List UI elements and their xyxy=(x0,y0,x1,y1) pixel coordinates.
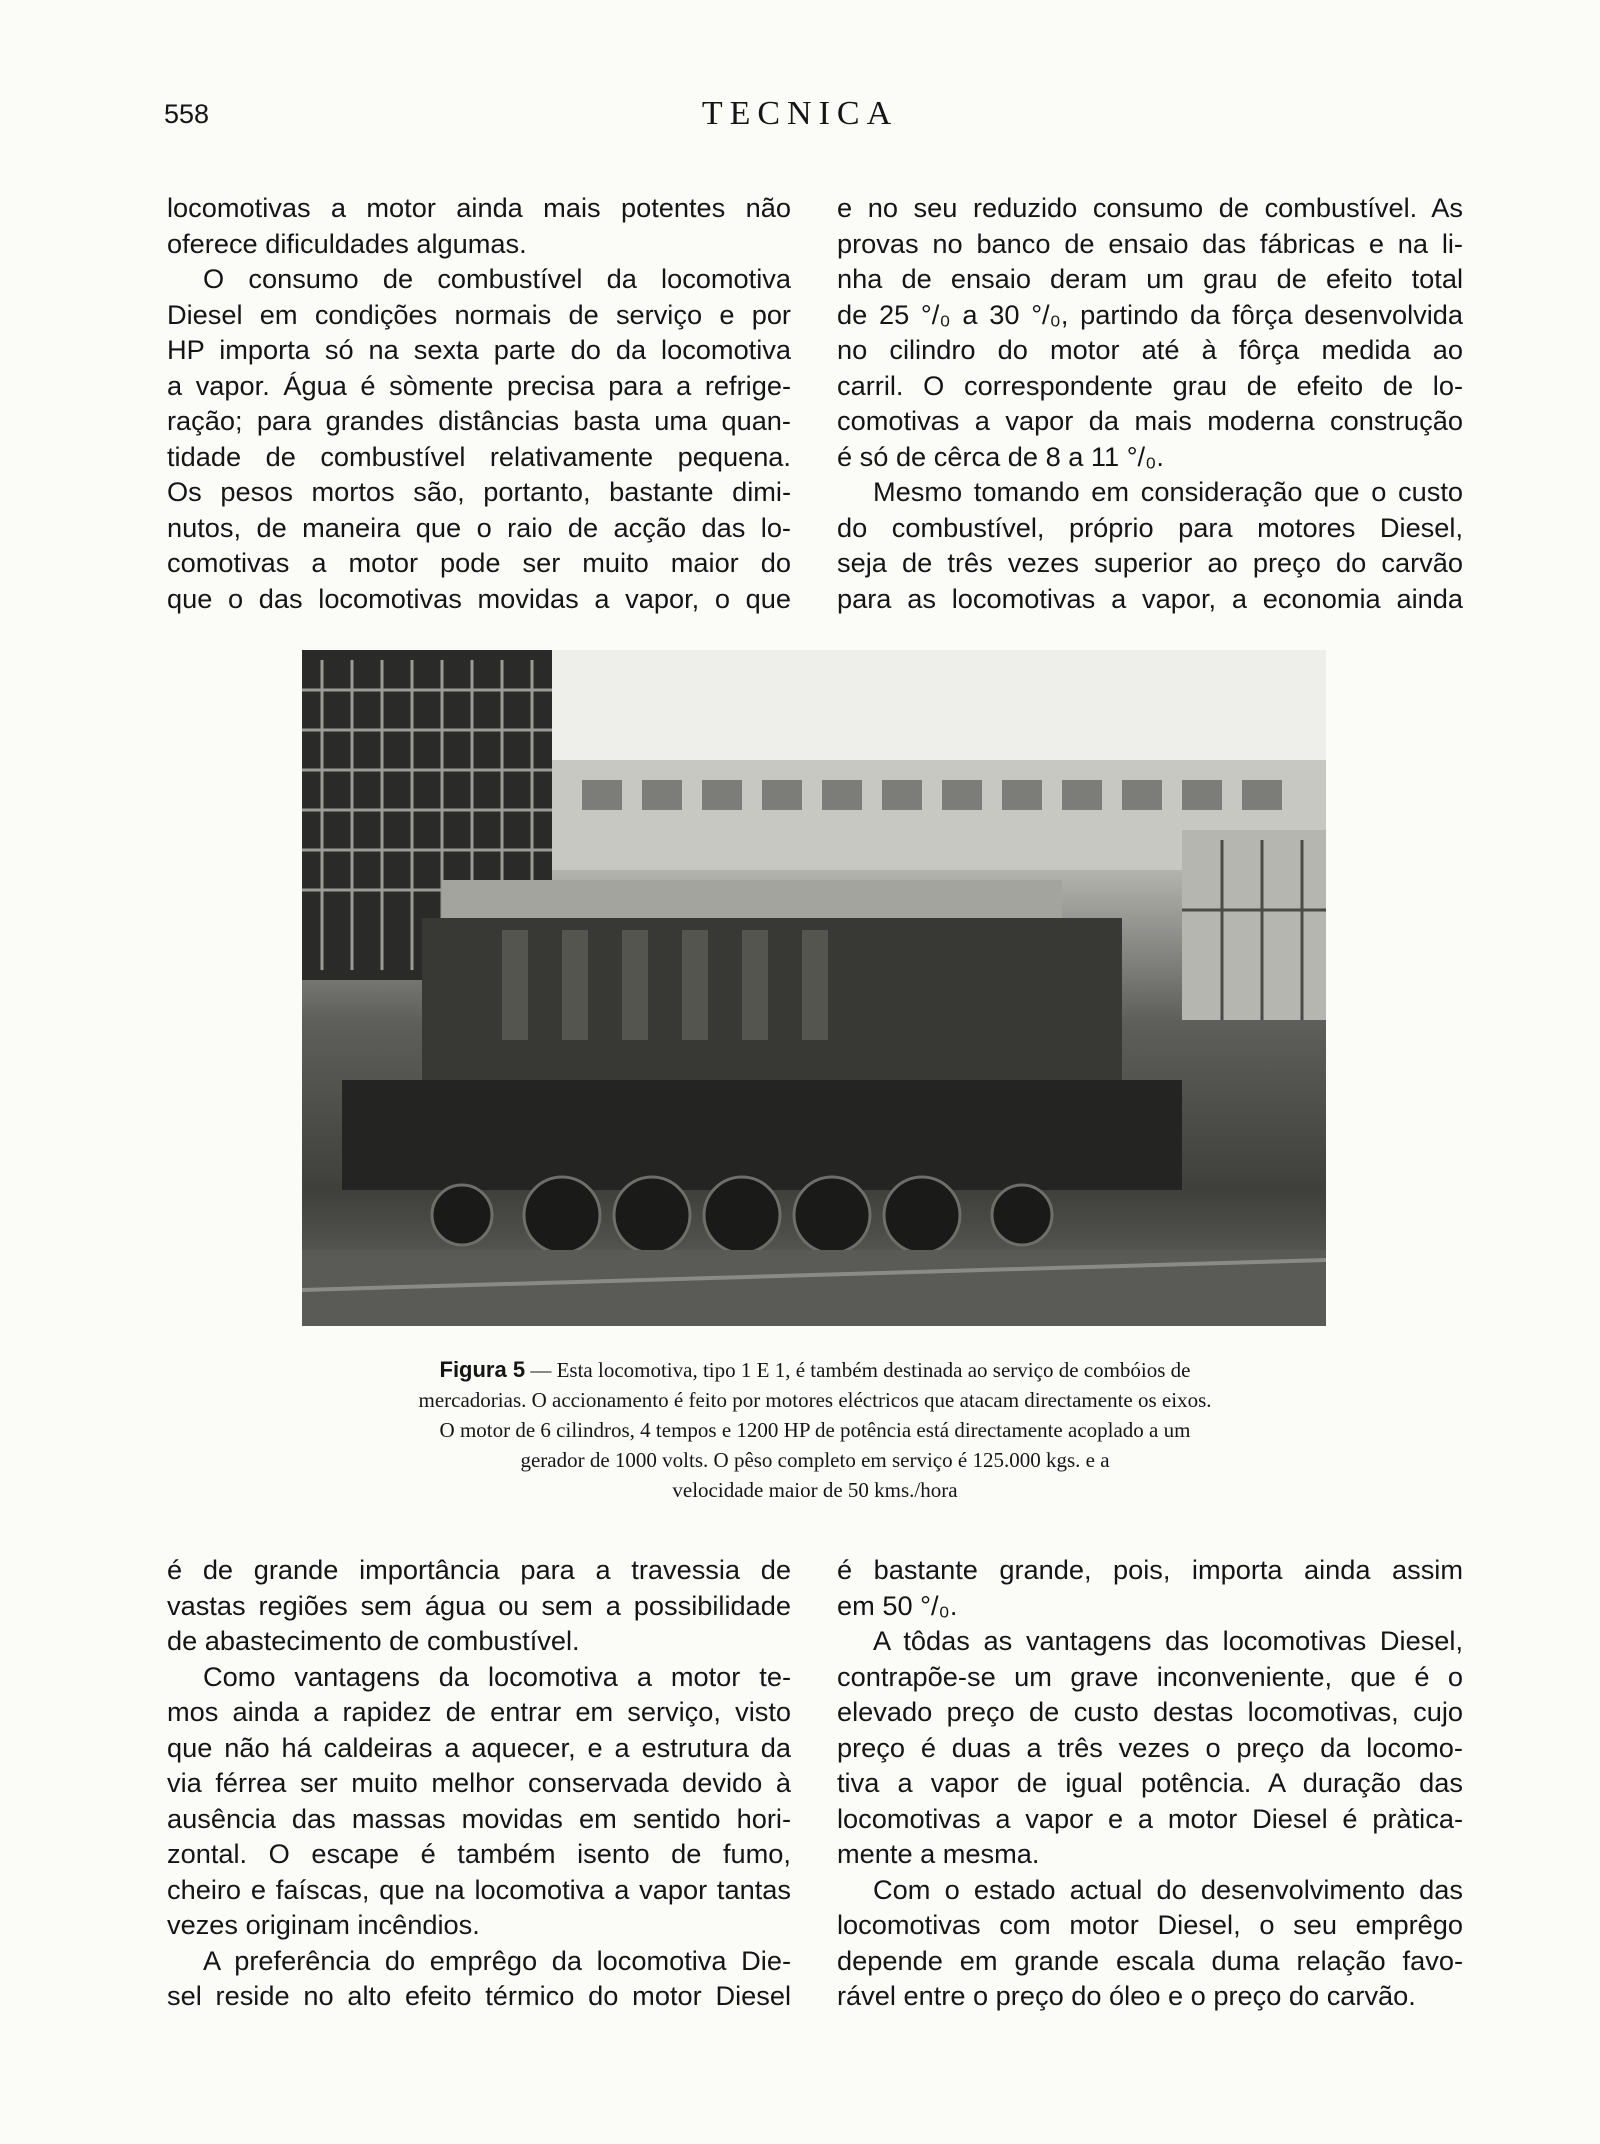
text-line: vastas regiões sem água ou sem a possibilidade xyxy=(167,1589,791,1621)
text-line: O consumo de combustível da locomotiva xyxy=(203,263,791,294)
text-line: para as locomotivas a vapor, a economia ainda xyxy=(837,582,1463,614)
text-line: cheiro e faíscas, que na locomotiva a vapor tantas xyxy=(167,1873,791,1905)
text-line: nha de ensaio deram um grau de efeito total xyxy=(837,263,1463,294)
text-column-top-left xyxy=(167,190,791,616)
page-header xyxy=(0,95,1600,135)
text-line: preço é duas a três vezes o preço da locomo- xyxy=(837,1731,1463,1763)
text-line: locomotivas a motor ainda mais potentes não xyxy=(167,192,791,223)
text-line: de 25 °/₀ a 30 °/₀, partindo da fôrça desenvolvida xyxy=(837,298,1463,330)
text-line: Como vantagens da locomotiva a motor te- xyxy=(203,1660,791,1692)
text-line: via férrea ser muito melhor conservada devido à xyxy=(167,1767,791,1798)
caption-line: — Esta locomotiva, tipo 1 E 1, é também destinada ao serviço de combóios de xyxy=(530,1358,1191,1382)
text-line: carril. O correspondente grau de efeito de lo- xyxy=(837,369,1463,401)
text-line: é de grande importância para a travessia de xyxy=(167,1554,791,1585)
text-column-bottom-left xyxy=(167,1552,791,2014)
text-line: comotivas a vapor da mais moderna construção xyxy=(837,405,1463,436)
figure-label: Figura 5 xyxy=(439,1357,526,1382)
text-line: A preferência do emprêgo da locomotiva Die- xyxy=(203,1944,791,1976)
text-line: sel reside no alto efeito térmico do motor Diesel xyxy=(167,1980,791,2011)
text-line: a vapor. Água é sòmente precisa para a refrige- xyxy=(167,369,791,401)
text-line: mente a mesma. xyxy=(837,1838,1040,1869)
text-line: locomotivas a vapor e a motor Diesel é pràtica- xyxy=(837,1802,1463,1834)
text-line: depende em grande escala duma relação favo- xyxy=(837,1944,1463,1976)
text-line: elevado preço de custo destas locomotivas, cujo xyxy=(837,1696,1463,1727)
text-line: rável entre o preço do óleo e o preço do carvão. xyxy=(837,1980,1416,2011)
caption-line: gerador de 1000 volts. O pêso completo em serviço é 125.000 kgs. e a xyxy=(520,1448,1110,1472)
text-line: HP importa só na sexta parte do da locomotiva xyxy=(167,334,791,365)
journal-title: TECNICA xyxy=(701,95,899,132)
text-line: tidade de combustível relativamente pequena. xyxy=(167,440,791,472)
caption-line: velocidade maior de 50 kms./hora xyxy=(672,1478,958,1502)
text-line: Os pesos mortos são, portanto, bastante dimi- xyxy=(167,476,791,507)
text-line: tiva a vapor de igual potência. A duração das xyxy=(837,1767,1463,1798)
text-line: comotivas a motor pode ser muito maior do xyxy=(167,547,791,578)
text-line: e no seu reduzido consumo de combustível. As xyxy=(837,192,1463,223)
text-line: em 50 °/₀. xyxy=(837,1589,958,1621)
text-line: ausência das massas movidas em sentido hori- xyxy=(167,1802,791,1834)
text-line: ração; para grandes distâncias basta uma quan- xyxy=(167,405,791,436)
text-line: no cilindro do motor até à fôrça medida ao xyxy=(837,334,1463,365)
text-line: oferece dificuldades algumas. xyxy=(167,227,527,259)
text-line: locomotivas com motor Diesel, o seu emprêgo xyxy=(837,1909,1463,1940)
text-line: do combustível, próprio para motores Diesel, xyxy=(837,511,1463,543)
text-line: seja de três vezes superior ao preço do carvão xyxy=(837,547,1463,578)
text-column-bottom-right xyxy=(837,1552,1463,2014)
caption-line: O motor de 6 cilindros, 4 tempos e 1200 HP de potência está directamente acoplado a um xyxy=(439,1418,1191,1442)
text-line: provas no banco de ensaio das fábricas e na li- xyxy=(837,227,1463,259)
text-line: Diesel em condições normais de serviço e por xyxy=(167,298,791,330)
text-column-top-right xyxy=(837,190,1463,616)
text-line: zontal. O escape é também isento de fumo, xyxy=(167,1838,791,1869)
text-line: A tôdas as vantagens das locomotivas Diesel, xyxy=(873,1625,1463,1656)
text-line: contrapõe-se um grave inconveniente, que é o xyxy=(837,1660,1463,1692)
text-line: que não há caldeiras a aquecer, e a estrutura da xyxy=(167,1731,791,1763)
text-line: é bastante grande, pois, importa ainda assim xyxy=(837,1554,1463,1585)
locomotive-photo xyxy=(302,650,1326,1326)
page-number: 558 xyxy=(164,99,210,129)
text-line: que o das locomotivas movidas a vapor, o que xyxy=(167,582,791,614)
text-line: é só de cêrca de 8 a 11 °/₀. xyxy=(837,440,1164,472)
text-line: mos ainda a rapidez de entrar em serviço, visto xyxy=(167,1696,791,1727)
text-line: de abastecimento de combustível. xyxy=(167,1625,580,1656)
caption-line: mercadorias. O accionamento é feito por motores eléctricos que atacam directamente os eixos. xyxy=(418,1388,1212,1412)
text-line: vezes originam incêndios. xyxy=(167,1909,480,1940)
text-line: nutos, de maneira que o raio de acção das lo- xyxy=(167,511,791,543)
figure-caption xyxy=(300,1355,1330,1505)
text-line: Com o estado actual do desenvolvimento das xyxy=(873,1873,1463,1905)
text-line: Mesmo tomando em consideração que o custo xyxy=(873,476,1463,507)
